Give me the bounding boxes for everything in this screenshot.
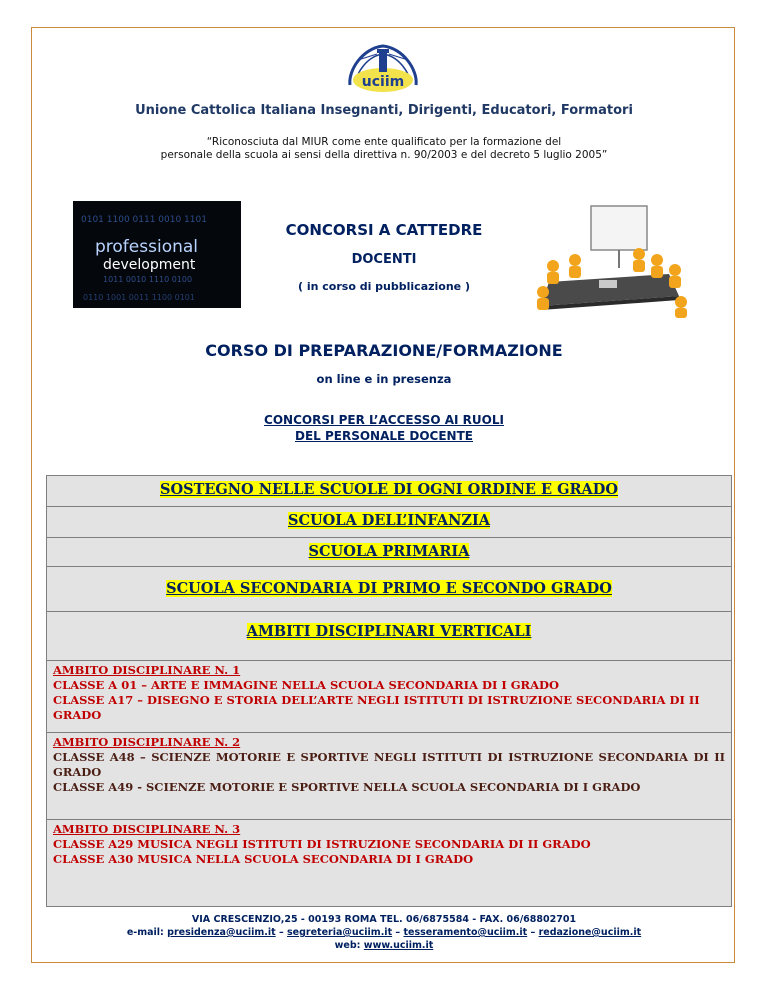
row-secondaria-label: SCUOLA SECONDARIA DI PRIMO E SECONDO GRADO [166,580,612,597]
web-label: web: [334,940,361,951]
footer-emails [0,927,768,938]
course-title: CORSO DI PREPARAZIONE/FORMAZIONE [205,341,563,360]
access-line-2: DEL PERSONALE DOCENTE [294,429,473,443]
footer-address: VIA CRESCENZIO,25 - 00193 ROMA TEL. 06/6875584 - FAX. 06/68802701 [191,914,577,925]
footer-web [0,940,768,951]
row-sostegno [46,475,732,507]
uciim-logo [328,40,438,95]
email-presidenza-link[interactable]: presidenza@uciim.it [167,927,276,938]
ambito-3-class-1: CLASSE A29 MUSICA NEGLI ISTITUTI DI ISTRUZIONE SECONDARIA DI II GRADO [53,837,591,851]
ambito-head-2: AMBITO DISCIPLINARE N. 2 [53,735,241,749]
recognition-line-1: “Riconosciuta dal MIUR come ente qualificato per la formazione del [206,136,562,148]
ambito-head-3: AMBITO DISCIPLINARE N. 3 [53,822,241,836]
ambito-block-1 [46,660,732,733]
email-separator: – [395,927,401,938]
publication-status: ( in corso di pubblicazione ) [297,280,470,293]
recognition-text [0,136,768,162]
ambito-1-class-1: CLASSE A 01 – ARTE E IMMAGINE NELLA SCUOLA SECONDARIA DI I GRADO [53,678,560,692]
image-word-1: professional [95,237,199,257]
image-word-2: development [103,257,196,273]
ambito-head-1: AMBITO DISCIPLINARE N. 1 [53,663,241,677]
course-mode: on line e in presenza [316,372,452,386]
row-ambiti [46,611,732,661]
ambito-2-class-1: CLASSE A48 – SCIENZE MOTORIE E SPORTIVE NEGLI ISTITUTI DI ISTRUZIONE SECONDARIA DI II GRADO [53,750,725,779]
logo-text: uciim [361,74,405,90]
ambito-2-class-2: CLASSE A49 - SCIENZE MOTORIE E SPORTIVE NELLA SCUOLA SECONDARIA DI I GRADO [53,780,641,794]
professional-development-image: 0101 1100 0111 0010 1101 1011 0010 1110 0100 0110 1001 0011 1100 0101 professional development [73,201,241,308]
ambito-3-class-2: CLASSE A30 MUSICA NELLA SCUOLA SECONDARIA DI I GRADO [53,852,474,866]
email-separator: – [278,927,284,938]
concorsi-title: CONCORSI A CATTEDRE [285,221,483,239]
org-name: Unione Cattolica Italiana Insegnanti, Dirigenti, Educatori, Formatori [135,103,633,118]
row-primaria-label: SCUOLA PRIMARIA [308,543,470,560]
row-primaria [46,537,732,567]
access-heading [0,412,768,444]
ambito-block-2 [46,732,732,820]
row-ambiti-label: AMBITI DISCIPLINARI VERTICALI [246,623,532,640]
email-segreteria-link[interactable]: segreteria@uciim.it [287,927,393,938]
web-link[interactable]: www.uciim.it [363,940,434,951]
docenti-subtitle: DOCENTI [351,252,417,267]
ambito-1-class-2: CLASSE A17 – DISEGNO E STORIA DELL’ARTE NEGLI ISTITUTI DI ISTRUZIONE SECONDARIA DI II GRADO [53,693,700,722]
row-infanzia [46,506,732,538]
email-redazione-link[interactable]: redazione@uciim.it [538,927,642,938]
row-sostegno-label: SOSTEGNO NELLE SCUOLE DI OGNI ORDINE E GRADO [160,481,618,498]
email-tesseramento-link[interactable]: tesseramento@uciim.it [403,927,528,938]
row-secondaria [46,566,732,612]
access-line-1: CONCORSI PER L’ACCESSO AI RUOLI [264,413,504,427]
recognition-line-2: personale della scuola ai sensi della direttiva n. 90/2003 e del decreto 5 luglio 2005” [160,149,608,161]
email-label: e-mail: [126,927,164,938]
row-infanzia-label: SCUOLA DELL’INFANZIA [288,512,490,529]
ambito-block-3 [46,819,732,907]
email-separator: – [530,927,536,938]
